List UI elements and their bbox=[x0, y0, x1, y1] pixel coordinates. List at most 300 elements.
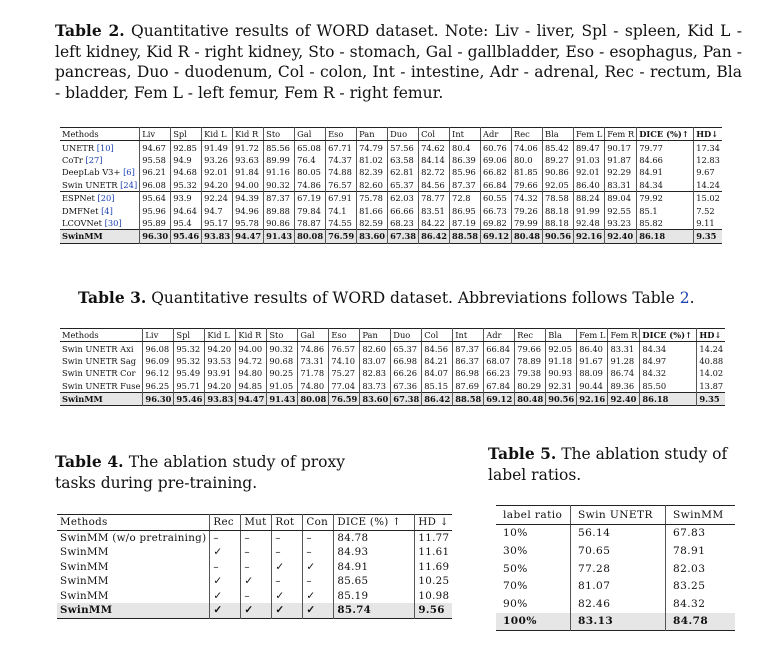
value-cell: ✓ bbox=[210, 545, 241, 560]
table-row bbox=[60, 392, 725, 405]
value-cell: 89.27 bbox=[543, 154, 574, 166]
value-cell: 94.39 bbox=[233, 191, 264, 204]
value-cell: – bbox=[210, 560, 241, 575]
value-cell: 93.53 bbox=[205, 355, 236, 367]
value-cell: 74.79 bbox=[357, 141, 388, 154]
value-cell: 85.82 bbox=[637, 217, 694, 230]
value-cell: 95.32 bbox=[171, 179, 202, 192]
value-cell: 70% bbox=[503, 580, 528, 593]
column-header: Fem R bbox=[608, 329, 640, 342]
value-cell: – bbox=[272, 530, 303, 545]
value-cell: 89.88 bbox=[264, 204, 295, 216]
value-cell: 9.35 bbox=[697, 392, 725, 405]
column-header: Rot bbox=[272, 515, 303, 531]
value-cell: 65.37 bbox=[388, 179, 419, 192]
table-row bbox=[60, 141, 722, 154]
value-cell: 94.68 bbox=[171, 166, 202, 178]
table-row bbox=[60, 191, 722, 204]
table2-caption-label: Table 2. bbox=[55, 21, 125, 40]
value-cell: 85.50 bbox=[640, 380, 697, 393]
value-cell: – bbox=[303, 530, 334, 545]
value-cell: 82.46 bbox=[571, 595, 666, 613]
value-cell: 66.84 bbox=[481, 179, 512, 192]
value-cell: 76.57 bbox=[329, 342, 360, 355]
value-cell: 90.56 bbox=[546, 392, 577, 405]
value-cell: 96.08 bbox=[143, 342, 174, 355]
table-row bbox=[60, 166, 722, 178]
value-cell: 84.21 bbox=[422, 355, 453, 367]
value-cell: 95.89 bbox=[140, 217, 171, 230]
method-name: Swin UNETR Fuse bbox=[62, 380, 141, 391]
value-cell: 65.37 bbox=[391, 342, 422, 355]
column-header: Eso bbox=[329, 329, 360, 342]
value-cell: 84.22 bbox=[419, 217, 450, 230]
value-cell: 74.06 bbox=[512, 141, 543, 154]
value-cell: 92.05 bbox=[546, 342, 577, 355]
value-cell: 94.00 bbox=[236, 342, 267, 355]
value-cell: 90.93 bbox=[546, 367, 577, 379]
citation-link[interactable]: [10] bbox=[96, 142, 114, 153]
value-cell: 82.60 bbox=[360, 342, 391, 355]
column-header: Kid L bbox=[205, 329, 236, 342]
value-cell: 69.12 bbox=[484, 392, 515, 405]
value-cell: 68.23 bbox=[388, 217, 419, 230]
value-cell: 93.9 bbox=[171, 191, 202, 204]
column-header: Bla bbox=[546, 329, 577, 342]
table-row bbox=[496, 595, 735, 613]
value-cell: 92.31 bbox=[546, 380, 577, 393]
column-header: label ratio bbox=[496, 506, 571, 525]
column-header: Fem R bbox=[605, 128, 637, 141]
value-cell: 66.84 bbox=[484, 342, 515, 355]
value-cell: 80.08 bbox=[298, 392, 329, 405]
value-cell: 12.83 bbox=[694, 154, 722, 166]
value-cell: 92.85 bbox=[171, 141, 202, 154]
value-cell: 92.16 bbox=[577, 392, 608, 405]
table-row bbox=[496, 577, 735, 595]
column-header: Sto bbox=[267, 329, 298, 342]
table2 bbox=[60, 127, 722, 244]
value-cell: 50% bbox=[503, 562, 528, 575]
value-cell: 83.31 bbox=[608, 342, 640, 355]
value-cell: 7.52 bbox=[694, 204, 722, 216]
value-cell: 94.80 bbox=[236, 367, 267, 379]
column-header: Rec bbox=[210, 515, 241, 531]
value-cell: 90.68 bbox=[267, 355, 298, 367]
table-row bbox=[60, 367, 725, 379]
column-header: Swin UNETR bbox=[571, 506, 666, 525]
value-cell: 95.32 bbox=[174, 355, 205, 367]
value-cell: ✓ bbox=[210, 603, 241, 618]
value-cell: 84.91 bbox=[637, 166, 694, 178]
value-cell: 66.73 bbox=[481, 204, 512, 216]
column-header: Col bbox=[419, 128, 450, 141]
value-cell: 79.77 bbox=[637, 141, 694, 154]
value-cell: 85.19 bbox=[334, 589, 415, 604]
value-cell: 93.91 bbox=[205, 367, 236, 379]
column-header: SwinMM bbox=[666, 506, 736, 525]
value-cell: 90.17 bbox=[605, 141, 637, 154]
value-cell: 87.69 bbox=[453, 380, 484, 393]
value-cell: 82.59 bbox=[357, 217, 388, 230]
value-cell: 82.72 bbox=[419, 166, 450, 178]
value-cell: 76.59 bbox=[329, 392, 360, 405]
table-row bbox=[60, 355, 725, 367]
column-header: Methods bbox=[60, 329, 143, 342]
value-cell: 67.19 bbox=[295, 191, 326, 204]
method-name: DMFNet bbox=[62, 205, 99, 216]
value-cell: 91.28 bbox=[608, 355, 640, 367]
value-cell: 84.56 bbox=[422, 342, 453, 355]
value-cell: 85.15 bbox=[422, 380, 453, 393]
value-cell: 92.24 bbox=[202, 191, 233, 204]
column-header: DICE (%)↑ bbox=[640, 329, 697, 342]
value-cell: 87.37 bbox=[453, 342, 484, 355]
table-row bbox=[57, 574, 452, 589]
value-cell: 96.30 bbox=[143, 392, 174, 405]
column-header: HD↓ bbox=[697, 329, 725, 342]
value-cell: 65.08 bbox=[295, 141, 326, 154]
value-cell: 92.40 bbox=[605, 230, 637, 243]
column-header: Methods bbox=[60, 128, 140, 141]
table-row bbox=[496, 613, 735, 631]
value-cell: 84.93 bbox=[334, 545, 415, 560]
value-cell: 92.01 bbox=[202, 166, 233, 178]
value-cell: 95.32 bbox=[174, 342, 205, 355]
method-cell bbox=[60, 367, 143, 379]
value-cell: 60.76 bbox=[481, 141, 512, 154]
value-cell: 96.09 bbox=[143, 355, 174, 367]
value-cell: 90.32 bbox=[264, 179, 295, 192]
value-cell: 86.18 bbox=[637, 230, 694, 243]
value-cell: 86.98 bbox=[453, 367, 484, 379]
value-cell: 86.42 bbox=[419, 230, 450, 243]
table-row bbox=[57, 530, 452, 545]
value-cell: 87.37 bbox=[264, 191, 295, 204]
column-header: Col bbox=[422, 329, 453, 342]
value-cell: 96.21 bbox=[140, 166, 171, 178]
value-cell: 85.42 bbox=[543, 141, 574, 154]
method-name: LCOVNet bbox=[62, 217, 103, 228]
value-cell: 66.26 bbox=[391, 367, 422, 379]
value-cell: 87.19 bbox=[450, 217, 481, 230]
header-row bbox=[57, 515, 452, 531]
header-row bbox=[496, 506, 735, 525]
value-cell: 78.87 bbox=[295, 217, 326, 230]
value-cell: 79.99 bbox=[512, 217, 543, 230]
value-cell: 73.31 bbox=[298, 355, 329, 367]
value-cell: 83.51 bbox=[419, 204, 450, 216]
value-cell: 90% bbox=[503, 597, 528, 610]
column-header: Kid L bbox=[202, 128, 233, 141]
citation-link[interactable]: [20] bbox=[97, 193, 115, 204]
value-cell: 86.37 bbox=[453, 355, 484, 367]
method-cell: SwinMM bbox=[60, 560, 109, 573]
table-row bbox=[496, 560, 735, 578]
value-cell: 91.87 bbox=[605, 154, 637, 166]
value-cell: 89.36 bbox=[608, 380, 640, 393]
value-cell: 74.32 bbox=[512, 191, 543, 204]
method-name: ESPNet bbox=[62, 193, 95, 204]
value-cell: ✓ bbox=[303, 603, 334, 618]
value-cell: 67.38 bbox=[388, 230, 419, 243]
method-name: Swin UNETR Cor bbox=[62, 368, 136, 379]
value-cell: 94.64 bbox=[171, 204, 202, 216]
value-cell: 91.49 bbox=[202, 141, 233, 154]
value-cell: 94.20 bbox=[205, 342, 236, 355]
table4 bbox=[57, 514, 452, 619]
value-cell: 74.80 bbox=[298, 380, 329, 393]
value-cell: 82.03 bbox=[666, 560, 736, 578]
value-cell: 86.40 bbox=[573, 179, 604, 192]
value-cell: 66.82 bbox=[481, 166, 512, 178]
value-cell: 87.37 bbox=[450, 179, 481, 192]
value-cell: 78.77 bbox=[419, 191, 450, 204]
value-cell: 85.65 bbox=[334, 574, 415, 589]
value-cell: 79.92 bbox=[637, 191, 694, 204]
method-cell bbox=[60, 154, 140, 166]
value-cell: 89.04 bbox=[605, 191, 637, 204]
value-cell: 76.4 bbox=[295, 154, 326, 166]
value-cell: 9.35 bbox=[694, 230, 722, 243]
value-cell: 11.77 bbox=[415, 530, 452, 545]
column-header: Pan bbox=[357, 128, 388, 141]
value-cell: 74.86 bbox=[295, 179, 326, 192]
value-cell: 81.07 bbox=[571, 577, 666, 595]
value-cell: 74.37 bbox=[326, 154, 357, 166]
method-cell bbox=[60, 342, 143, 355]
value-cell: 95.58 bbox=[140, 154, 171, 166]
table3-caption-end: . bbox=[689, 289, 695, 307]
value-cell: 95.96 bbox=[140, 204, 171, 216]
value-cell: 84.14 bbox=[419, 154, 450, 166]
value-cell: 90.44 bbox=[577, 380, 608, 393]
value-cell: 67.36 bbox=[391, 380, 422, 393]
value-cell: 90.86 bbox=[543, 166, 574, 178]
method-cell bbox=[60, 141, 140, 154]
value-cell: 74.86 bbox=[298, 342, 329, 355]
column-header: Rec bbox=[512, 128, 543, 141]
value-cell: 83.60 bbox=[360, 392, 391, 405]
value-cell: – bbox=[241, 530, 272, 545]
value-cell: ✓ bbox=[272, 560, 303, 575]
method-cell bbox=[60, 392, 143, 405]
value-cell: 84.78 bbox=[334, 530, 415, 545]
value-cell: 79.26 bbox=[512, 204, 543, 216]
value-cell: 82.39 bbox=[357, 166, 388, 178]
value-cell: 94.47 bbox=[236, 392, 267, 405]
column-header: Kid R bbox=[236, 329, 267, 342]
table4-caption-label: Table 4. bbox=[55, 452, 124, 471]
table4-caption-text: The ablation study of proxy tasks during pre-training. bbox=[55, 453, 345, 492]
value-cell: 74.10 bbox=[329, 355, 360, 367]
citation-link[interactable]: [30] bbox=[104, 217, 122, 228]
value-cell: – bbox=[272, 574, 303, 589]
column-header: Fem L bbox=[573, 128, 604, 141]
value-cell: 84.78 bbox=[666, 613, 736, 631]
value-cell: 94.7 bbox=[202, 204, 233, 216]
table-row bbox=[60, 217, 722, 230]
value-cell: 9.11 bbox=[694, 217, 722, 230]
table5-caption-label: Table 5. bbox=[488, 444, 557, 463]
value-cell: 83.73 bbox=[360, 380, 391, 393]
method-cell bbox=[60, 166, 140, 178]
value-cell: 85.56 bbox=[264, 141, 295, 154]
table2-caption-text: Quantitative results of WORD dataset. Note: Liv - liver, Spl - spleen, Kid L - left kidney, Kid R - right kidney, Sto - stomach, Gal - gallbladder, Eso - esophagus, Pan - pancreas, Duo - duodenum, Col - colon, Int - intestine, Adr - adrenal, Rec - rectum, Bla - bladder, Fem L - left femur, Fem R - right femur. bbox=[55, 22, 742, 102]
table3-caption-ref[interactable]: 2 bbox=[679, 289, 690, 307]
column-header: Adr bbox=[481, 128, 512, 141]
table5 bbox=[496, 505, 735, 631]
value-cell: 93.23 bbox=[605, 217, 637, 230]
citation-link[interactable]: [27] bbox=[85, 154, 103, 165]
value-cell: 69.12 bbox=[481, 230, 512, 243]
value-cell: 69.06 bbox=[481, 154, 512, 166]
value-cell: 95.17 bbox=[202, 217, 233, 230]
value-cell: – bbox=[303, 545, 334, 560]
method-cell bbox=[60, 179, 140, 192]
column-header: Pan bbox=[360, 329, 391, 342]
value-cell: 79.38 bbox=[515, 367, 546, 379]
value-cell: 82.83 bbox=[360, 367, 391, 379]
value-cell: 81.85 bbox=[512, 166, 543, 178]
column-header: Liv bbox=[140, 128, 171, 141]
value-cell: 84.32 bbox=[666, 595, 736, 613]
column-header: Sto bbox=[264, 128, 295, 141]
table3 bbox=[60, 328, 725, 406]
column-header: Duo bbox=[388, 128, 419, 141]
value-cell: 68.07 bbox=[484, 355, 515, 367]
column-header: Spl bbox=[171, 128, 202, 141]
value-cell: ✓ bbox=[272, 589, 303, 604]
method-cell: SwinMM bbox=[60, 589, 109, 602]
value-cell: 96.30 bbox=[140, 230, 171, 243]
value-cell: 92.29 bbox=[605, 166, 637, 178]
value-cell: 11.69 bbox=[415, 560, 452, 575]
value-cell: 80.08 bbox=[295, 230, 326, 243]
value-cell: 91.99 bbox=[573, 204, 604, 216]
table-row bbox=[60, 230, 722, 243]
value-cell: 14.24 bbox=[697, 342, 725, 355]
value-cell: 80.29 bbox=[515, 380, 546, 393]
value-cell: 74.1 bbox=[326, 204, 357, 216]
value-cell: 80.0 bbox=[512, 154, 543, 166]
value-cell: 91.72 bbox=[233, 141, 264, 154]
value-cell: 67.91 bbox=[326, 191, 357, 204]
value-cell: 67.71 bbox=[326, 141, 357, 154]
value-cell: 62.03 bbox=[388, 191, 419, 204]
method-name: Swin UNETR Sag bbox=[62, 355, 137, 366]
value-cell: 75.78 bbox=[357, 191, 388, 204]
table3-caption bbox=[78, 288, 738, 309]
citation-link[interactable]: [4] bbox=[101, 205, 113, 216]
value-cell: 83.60 bbox=[357, 230, 388, 243]
value-cell: 83.13 bbox=[571, 613, 666, 631]
value-cell: 30% bbox=[503, 544, 528, 557]
column-header: Adr bbox=[484, 329, 515, 342]
value-cell: ✓ bbox=[210, 574, 241, 589]
table5-caption-text: The ablation study of label ratios. bbox=[488, 445, 728, 484]
column-header: Gal bbox=[295, 128, 326, 141]
value-cell: 91.43 bbox=[267, 392, 298, 405]
value-cell: 15.02 bbox=[694, 191, 722, 204]
citation-link[interactable]: [6] bbox=[123, 167, 135, 178]
value-cell: 92.16 bbox=[573, 230, 604, 243]
value-cell: 77.28 bbox=[571, 560, 666, 578]
value-cell: – bbox=[241, 545, 272, 560]
value-cell: 85.1 bbox=[637, 204, 694, 216]
value-cell: 94.72 bbox=[236, 355, 267, 367]
value-cell: 94.47 bbox=[233, 230, 264, 243]
value-cell: 83.25 bbox=[666, 577, 736, 595]
value-cell: 84.66 bbox=[637, 154, 694, 166]
table3-caption-text: Quantitative results of WORD dataset. Abbreviations follows Table bbox=[151, 289, 675, 307]
value-cell: 81.02 bbox=[357, 154, 388, 166]
value-cell: 79.66 bbox=[512, 179, 543, 192]
value-cell: 40.88 bbox=[697, 355, 725, 367]
value-cell: 92.01 bbox=[573, 166, 604, 178]
value-cell: 94.9 bbox=[171, 154, 202, 166]
table3-caption-label: Table 3. bbox=[78, 288, 147, 307]
method-cell bbox=[60, 191, 140, 204]
value-cell: 57.56 bbox=[388, 141, 419, 154]
value-cell: 88.58 bbox=[450, 230, 481, 243]
value-cell: 93.26 bbox=[202, 154, 233, 166]
value-cell: 90.56 bbox=[543, 230, 574, 243]
value-cell: 84.34 bbox=[637, 179, 694, 192]
value-cell: 66.23 bbox=[484, 367, 515, 379]
value-cell: 94.85 bbox=[236, 380, 267, 393]
value-cell: 76.57 bbox=[326, 179, 357, 192]
value-cell: 66.66 bbox=[388, 204, 419, 216]
value-cell: 89.99 bbox=[264, 154, 295, 166]
value-cell: ✓ bbox=[241, 603, 272, 618]
value-cell: 91.18 bbox=[546, 355, 577, 367]
column-header: HD ↓ bbox=[415, 515, 452, 531]
value-cell: 94.67 bbox=[140, 141, 171, 154]
value-cell: 96.08 bbox=[140, 179, 171, 192]
value-cell: 63.58 bbox=[388, 154, 419, 166]
value-cell: 86.39 bbox=[450, 154, 481, 166]
value-cell: 10.98 bbox=[415, 589, 452, 604]
value-cell: 10.25 bbox=[415, 574, 452, 589]
value-cell: ✓ bbox=[303, 560, 334, 575]
column-header: Gal bbox=[298, 329, 329, 342]
method-name: DeepLab V3+ bbox=[62, 167, 121, 178]
value-cell: 83.07 bbox=[360, 355, 391, 367]
value-cell: 74.62 bbox=[419, 141, 450, 154]
value-cell: 11.61 bbox=[415, 545, 452, 560]
value-cell: 95.49 bbox=[174, 367, 205, 379]
column-header: DICE (%)↑ bbox=[637, 128, 694, 141]
value-cell: 94.96 bbox=[233, 204, 264, 216]
value-cell: 74.55 bbox=[326, 217, 357, 230]
value-cell: 9.67 bbox=[694, 166, 722, 178]
citation-link[interactable]: [24] bbox=[120, 179, 138, 190]
column-header: Spl bbox=[174, 329, 205, 342]
value-cell: 90.86 bbox=[264, 217, 295, 230]
value-cell: 78.91 bbox=[666, 542, 736, 560]
value-cell: 67.83 bbox=[666, 524, 736, 542]
value-cell: 84.91 bbox=[334, 560, 415, 575]
value-cell: 92.55 bbox=[605, 204, 637, 216]
value-cell: 85.74 bbox=[334, 603, 415, 618]
value-cell: 92.40 bbox=[608, 392, 640, 405]
value-cell: 83.31 bbox=[605, 179, 637, 192]
value-cell: 91.03 bbox=[573, 154, 604, 166]
method-cell: SwinMM (w/o pretraining) bbox=[60, 531, 207, 544]
value-cell: – bbox=[210, 530, 241, 545]
value-cell: 60.55 bbox=[481, 191, 512, 204]
